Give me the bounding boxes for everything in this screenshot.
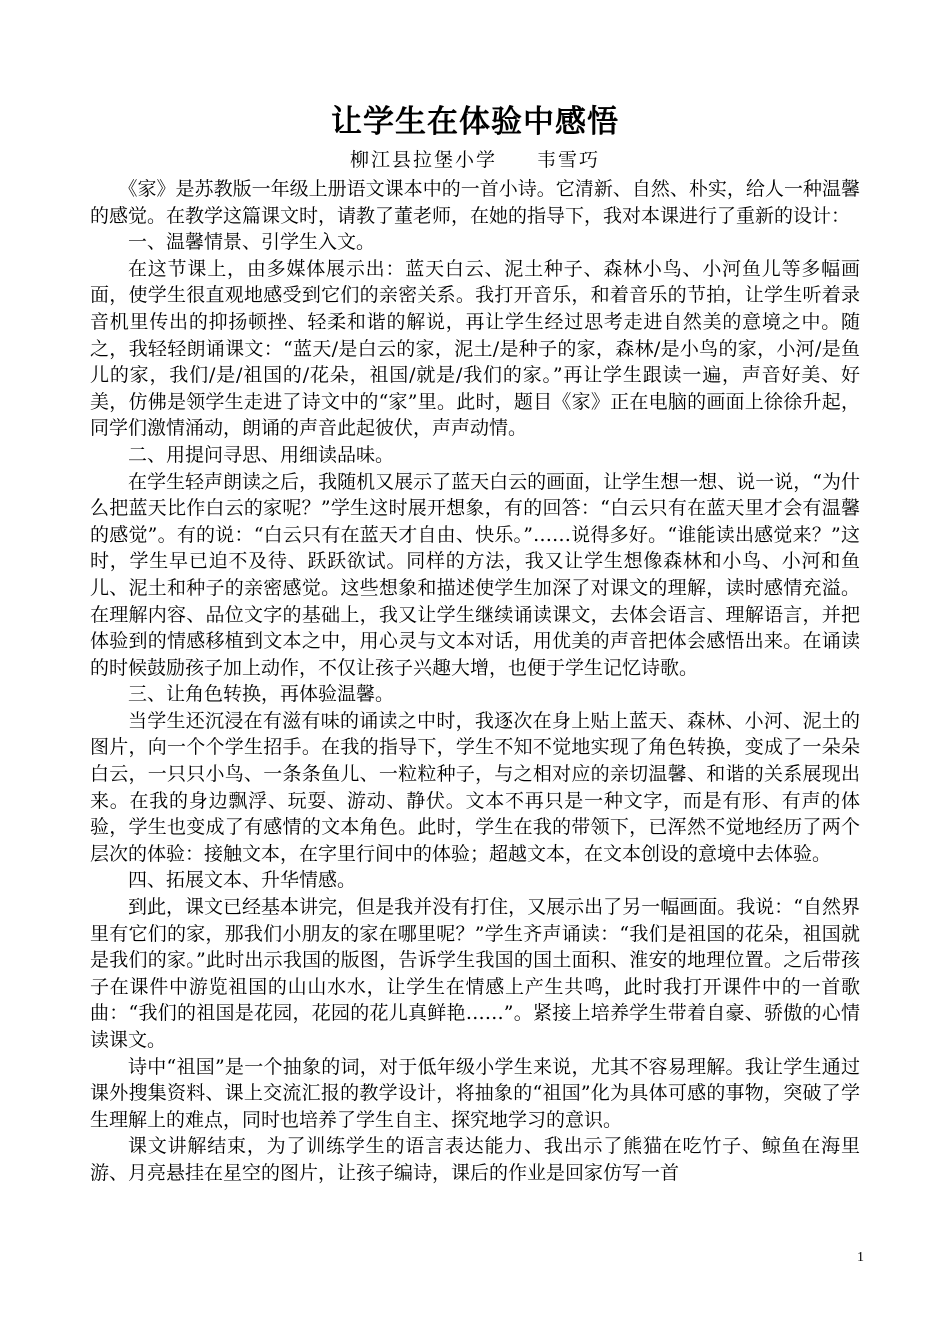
paragraph-section-1: 在这节课上，由多媒体展示出：蓝天白云、泥土种子、森林小鸟、小河鱼儿等多幅画面，使学生很直观地感受到它们的亲密关系。我打开音乐，和着音乐的节拍，让学生听着录音机里传出的抑扬顿挫、轻柔和谐的解说，再让学生经过思考走进自然美的意境之中。随之，我轻轻朗诵课文：“蓝天/是白云的家，泥土/是种子的家，森林/是小鸟的家，小河/是鱼儿的家，我们/是/祖国的/花朵，祖国/就是/我们的家。”再让学生跟读一遍，声音好美、好美，仿佛是领学生走进了诗文中的“家”里。此时，题目《家》正在电脑的画面上徐徐升起，同学们激情涌动，朗诵的声音此起彼伏，声声动情。 xyxy=(90,257,860,440)
page-number: 1 xyxy=(857,1250,864,1265)
author-byline xyxy=(0,148,950,172)
section-heading-1: 一、温馨情景、引学生入文。 xyxy=(128,231,376,254)
paragraph-section-3: 当学生还沉浸在有滋有味的诵读之中时，我逐次在身上贴上蓝天、森林、小河、泥土的图片，向一个个学生招手。在我的指导下，学生不知不觉地实现了角色转换，变成了一朵朵白云，一只只小鸟、一条条鱼儿、一粒粒种子，与之相对应的亲切温馨、和谐的关系展现出来。在我的身边飘浮、玩耍、游动、静伏。文本不再只是一种文字，而是有形、有声的体验，学生也变成了有感情的文本角色。此时，学生在我的带领下，已浑然不觉地经历了两个层次的体验：接触文本，在字里行间中的体验；超越文本，在文本创设的意境中去体验。 xyxy=(90,709,860,865)
paragraph-intro: 《家》是苏教版一年级上册语文课本中的一首小诗。它清新、自然、朴实，给人一种温馨的感觉。在教学这篇课文时，请教了董老师，在她的指导下，我对本课进行了重新的设计： xyxy=(90,178,860,227)
paragraph-motherland: 诗中“祖国”是一个抽象的词，对于低年级小学生来说，尤其不容易理解。我让学生通过课外搜集资料、课上交流汇报的教学设计，将抽象的“祖国”化为具体可感的事物，突破了学生理解上的难点，同时也培养了学生自主、探究地学习的意识。 xyxy=(90,1055,860,1131)
paragraph-section-4: 到此，课文已经基本讲完，但是我并没有打住，又展示出了另一幅画面。我说：“自然界里有它们的家，那我们小朋友的家在哪里呢？”学生齐声诵读：“我们是祖国的花朵，祖国就是我们的家。”此时出示我国的版图，告诉学生我国的国土面积、淮安的地理位置。之后带孩子在课件中游览祖国的山山水水，让学生在情感上产生共鸣，此时我打开课件中的一首歌曲：“我们的祖国是花园，花园的花儿真鲜艳……”。紧接上培养学生带着自豪、骄傲的心情读课文。 xyxy=(90,896,860,1051)
paragraph-conclusion: 课文讲解结束，为了训练学生的语言表达能力、我出示了熊猫在吃竹子、鲸鱼在海里游、月亮悬挂在星空的图片，让孩子编诗，课后的作业是回家仿写一首 xyxy=(90,1135,860,1184)
paragraph-section-2: 在学生轻声朗读之后，我随机又展示了蓝天白云的画面，让学生想一想、说一说，“为什么把蓝天比作白云的家呢？”学生这时展开想象，有的回答：“白云只有在蓝天里才会有温馨的感觉”。有的说：“白云只有在蓝天才自由、快乐。”……说得多好。“谁能读出感觉来？”这时，学生早已迫不及待、跃跃欲试。同样的方法，我又让学生想像森林和小鸟、小河和鱼儿、泥土和种子的亲密感觉。这些想象和描述使学生加深了对课文的理解，读时感情充溢。在理解内容、品位文字的基础上，我又让学生继续诵读课文，去体会语言、理解语言，并把体验到的情感移植到文本之中，用心灵与文本对话，用优美的声音把体会感悟出来。在诵读的时候鼓励孩子加上动作，不仅让孩子兴趣大增，也便于学生记忆诗歌。 xyxy=(90,470,860,679)
section-heading-4: 四、拓展文本、升华情感。 xyxy=(128,869,357,892)
school-name: 柳江县拉堡小学 xyxy=(349,149,497,171)
section-heading-3: 三、让角色转换，再体验温馨。 xyxy=(128,683,395,706)
section-heading-2: 二、用提问寻思、用细读品味。 xyxy=(128,443,395,466)
document-title: 让学生在体验中感悟 xyxy=(331,104,619,140)
author-name: 韦雪巧 xyxy=(537,149,601,171)
document-body xyxy=(90,176,860,1187)
